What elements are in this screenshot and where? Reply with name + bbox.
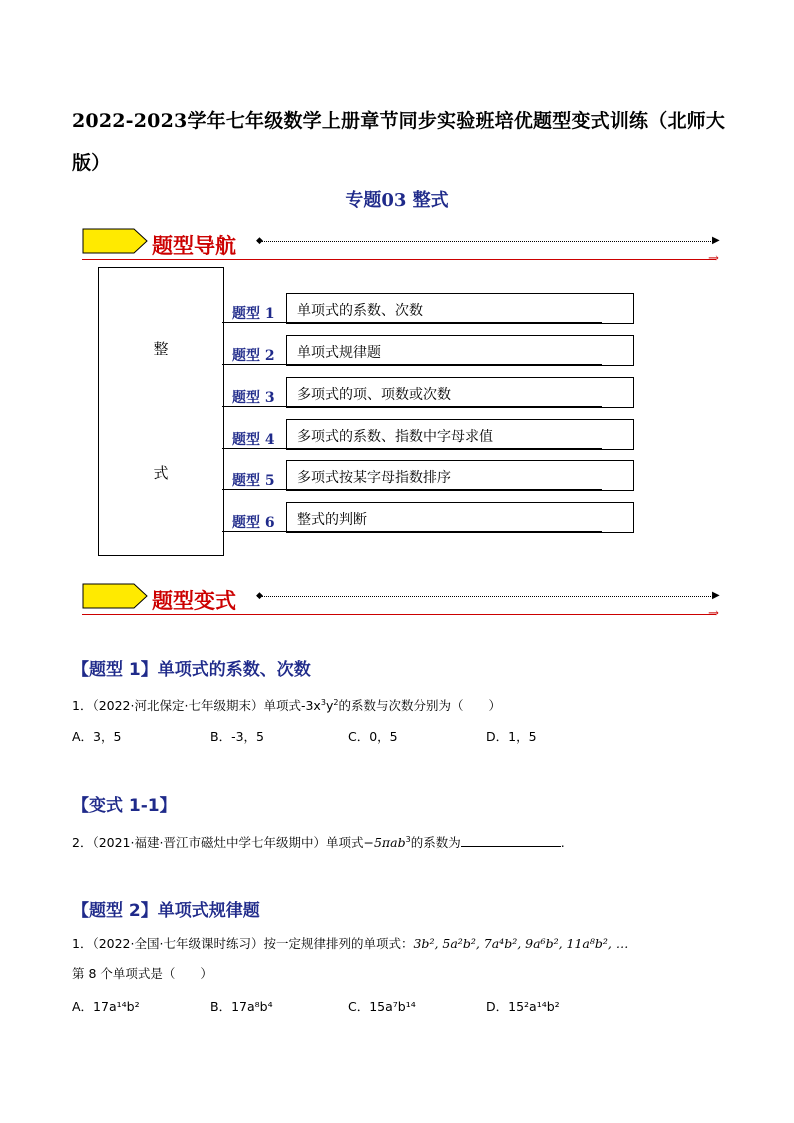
nav-banner [82, 224, 724, 264]
dotted-divider [257, 596, 715, 597]
option-c[interactable]: C．0，5 [348, 729, 398, 744]
variant-heading: 【变式 1-1】 [72, 796, 177, 816]
arrow-tip-icon: ▶ [712, 590, 720, 601]
nav-cell[interactable] [286, 502, 634, 533]
math-expression: −5πab [363, 835, 406, 850]
banner-label: 题型变式 [152, 588, 236, 613]
red-divider [82, 259, 716, 260]
option-a[interactable]: A．3，5 [72, 729, 122, 744]
banner-arrow-icon [82, 583, 148, 609]
question-3 [72, 934, 628, 952]
banner-arrow-icon [82, 228, 148, 254]
nav-row-2[interactable] [222, 335, 638, 369]
superscript: 2 [333, 697, 339, 707]
question-source: （2022·河北保定·七年级期末） [92, 698, 264, 713]
nav-row-1[interactable] [222, 293, 638, 327]
question-source: （2021·福建·晋江市磁灶中学七年级期中） [92, 835, 326, 850]
nav-row-4[interactable] [222, 419, 638, 453]
nav-label: 整式的判断 [297, 512, 367, 528]
question-3-line2: 第 8 个单项式是（ ） [72, 966, 213, 981]
section-heading: 【题型 2】单项式规律题 [72, 901, 260, 921]
nav-row-3[interactable] [222, 377, 638, 411]
question-text: 的系数与次数分别为（ ） [338, 698, 501, 713]
nav-row-5[interactable] [222, 460, 638, 494]
document-title: 2022-2023学年七年级数学上册章节同步实验班培优题型变式训练（北师大版） [72, 110, 726, 174]
option-b[interactable]: B．-3，5 [210, 729, 264, 744]
question-text: y [325, 698, 334, 713]
diamond-icon: ◆ [256, 591, 263, 601]
nav-label: 多项式的系数、指数中字母求值 [297, 429, 493, 445]
nav-tag: 题型 5 [232, 473, 275, 489]
arrow-tip-icon: ▶ [712, 235, 720, 246]
question-number: 2． [72, 835, 93, 850]
question-text: 的系数为 [410, 835, 461, 850]
nav-label: 多项式的项、项数或次数 [297, 387, 451, 403]
nav-cell[interactable] [286, 460, 634, 491]
question-text: 单项式-3x [263, 698, 321, 713]
option-b[interactable]: B．17a⁸b⁴ [210, 999, 273, 1014]
answer-blank[interactable] [461, 846, 561, 847]
section-heading: 【题型 1】单项式的系数、次数 [72, 660, 311, 680]
nav-cell[interactable] [286, 335, 634, 366]
question-source: （2022·全国·七年级课时练习） [92, 936, 264, 951]
nav-label: 单项式的系数、次数 [297, 303, 423, 319]
red-arrow-icon: → [708, 606, 719, 621]
red-divider [82, 614, 716, 615]
nav-cell[interactable] [286, 377, 634, 408]
question-end: . [560, 835, 565, 850]
superscript: 3 [320, 697, 326, 707]
monomial-sequence: 3b², 5a²b², 7a⁴b², 9a⁶b², 11a⁸b², … [413, 936, 629, 951]
nav-tag: 题型 6 [232, 515, 275, 531]
diamond-icon: ◆ [256, 236, 263, 246]
nav-cell[interactable] [286, 419, 634, 450]
question-text: 按一定规律排列的单项式： [263, 936, 414, 951]
nav-tag: 题型 1 [232, 306, 275, 322]
document-subtitle: 专题03 整式 [345, 190, 449, 211]
nav-topic-box [98, 267, 224, 556]
question-number: 1． [72, 698, 93, 713]
variant-banner [82, 579, 724, 619]
dotted-divider [257, 241, 715, 242]
option-d[interactable]: D．1，5 [486, 729, 537, 744]
nav-row-6[interactable] [222, 502, 638, 536]
topic-char-1: 整 [153, 340, 169, 358]
option-c[interactable]: C．15a⁷b¹⁴ [348, 999, 416, 1014]
question-2 [72, 833, 565, 851]
nav-label: 单项式规律题 [297, 345, 381, 361]
red-arrow-icon: → [708, 251, 719, 266]
option-a[interactable]: A．17a¹⁴b² [72, 999, 140, 1014]
nav-tag: 题型 2 [232, 348, 275, 364]
question-1 [72, 696, 501, 714]
question-text: 单项式 [325, 835, 364, 850]
topic-char-2: 式 [153, 464, 169, 482]
nav-tag: 题型 4 [232, 432, 275, 448]
option-d[interactable]: D．15²a¹⁴b² [486, 999, 560, 1014]
superscript: 3 [405, 834, 411, 844]
nav-cell[interactable] [286, 293, 634, 324]
banner-label: 题型导航 [152, 233, 236, 258]
nav-tag: 题型 3 [232, 390, 275, 406]
question-number: 1． [72, 936, 93, 951]
nav-label: 多项式按某字母指数排序 [297, 470, 451, 486]
